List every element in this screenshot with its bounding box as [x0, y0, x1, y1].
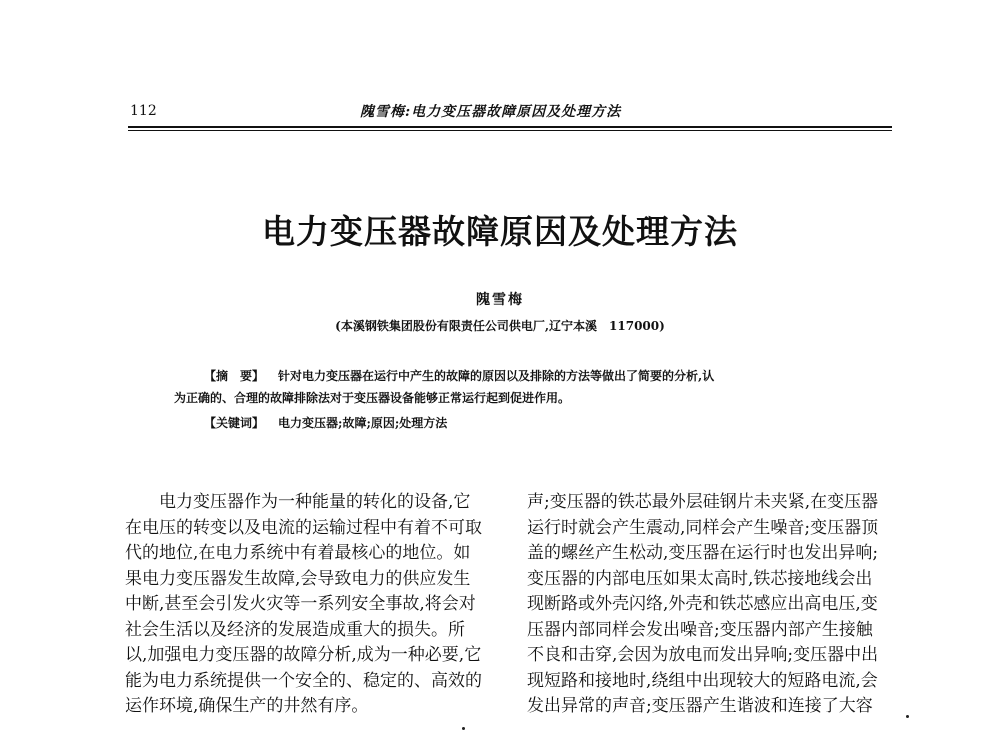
- body-paragraph-right: 声;变压器的铁芯最外层硅钢片未夹紧,在变压器运行时就会产生震动,同样会产生噪音;变压器顶盖的螺丝产生松动,变压器在运行时也发出异响;变压器的内部电压如果太高时,铁芯接地线会出现断路或外壳闪络,外壳和铁芯感应出高电压,变压器内部同样会发出噪音;变压器内部产生接触不良和击穿,会因为放电而发出异响;变压器中出现短路和接地时,绕组中出现较大的短路电流,会发出异常的声音;变压器产生谐波和连接了大容: [527, 492, 879, 716]
- header-rule-thin: [128, 130, 892, 131]
- keywords: [204, 414, 447, 431]
- header-rule-thick: [128, 126, 892, 128]
- abstract-line-1: [174, 365, 864, 387]
- author-affiliation: (本溪钢铁集团股份有限责任公司供电厂,辽宁本溪 117000): [335, 319, 665, 333]
- keywords-text: 电力变压器;故障;原因;处理方法: [278, 416, 448, 430]
- body-column-left: [125, 490, 487, 720]
- abstract-text-1: 针对电力变压器在运行中产生的故障的原因以及排除的方法等做出了简要的分析,认: [278, 369, 715, 383]
- page-number: 112: [130, 103, 157, 119]
- article-author: 隗雪梅: [476, 292, 524, 308]
- article-title: 电力变压器故障原因及处理方法: [262, 212, 738, 251]
- body-paragraph-left: 电力变压器作为一种能量的转化的设备,它在电压的转变以及电流的运输过程中有着不可取代的地位,在电力系统中有着最核心的地位。如果电力变压器发生故障,会导致电力的供应发生中断,甚至会引发火灾等一系列安全事故,将会对社会生活以及经济的发展造成重大的损失。所以,加强电力变压器的故障分析,成为一种必要,它能为电力系统提供一个安全的、稳定的、高效的运作环境,确保生产的井然有序。: [125, 492, 482, 716]
- running-head: 隗雪梅:电力变压器故障原因及处理方法: [360, 104, 622, 120]
- keywords-label: 【关键词】: [204, 416, 265, 430]
- abstract-text-2: 为正确的、合理的故障排除法对于变压器设备能够正常运行起到促进作用。: [174, 391, 571, 405]
- scan-speck: [906, 715, 909, 718]
- abstract: [174, 365, 864, 409]
- body-column-right: [527, 490, 889, 720]
- abstract-label: 【摘 要】: [204, 369, 265, 383]
- scan-speck: [462, 727, 465, 730]
